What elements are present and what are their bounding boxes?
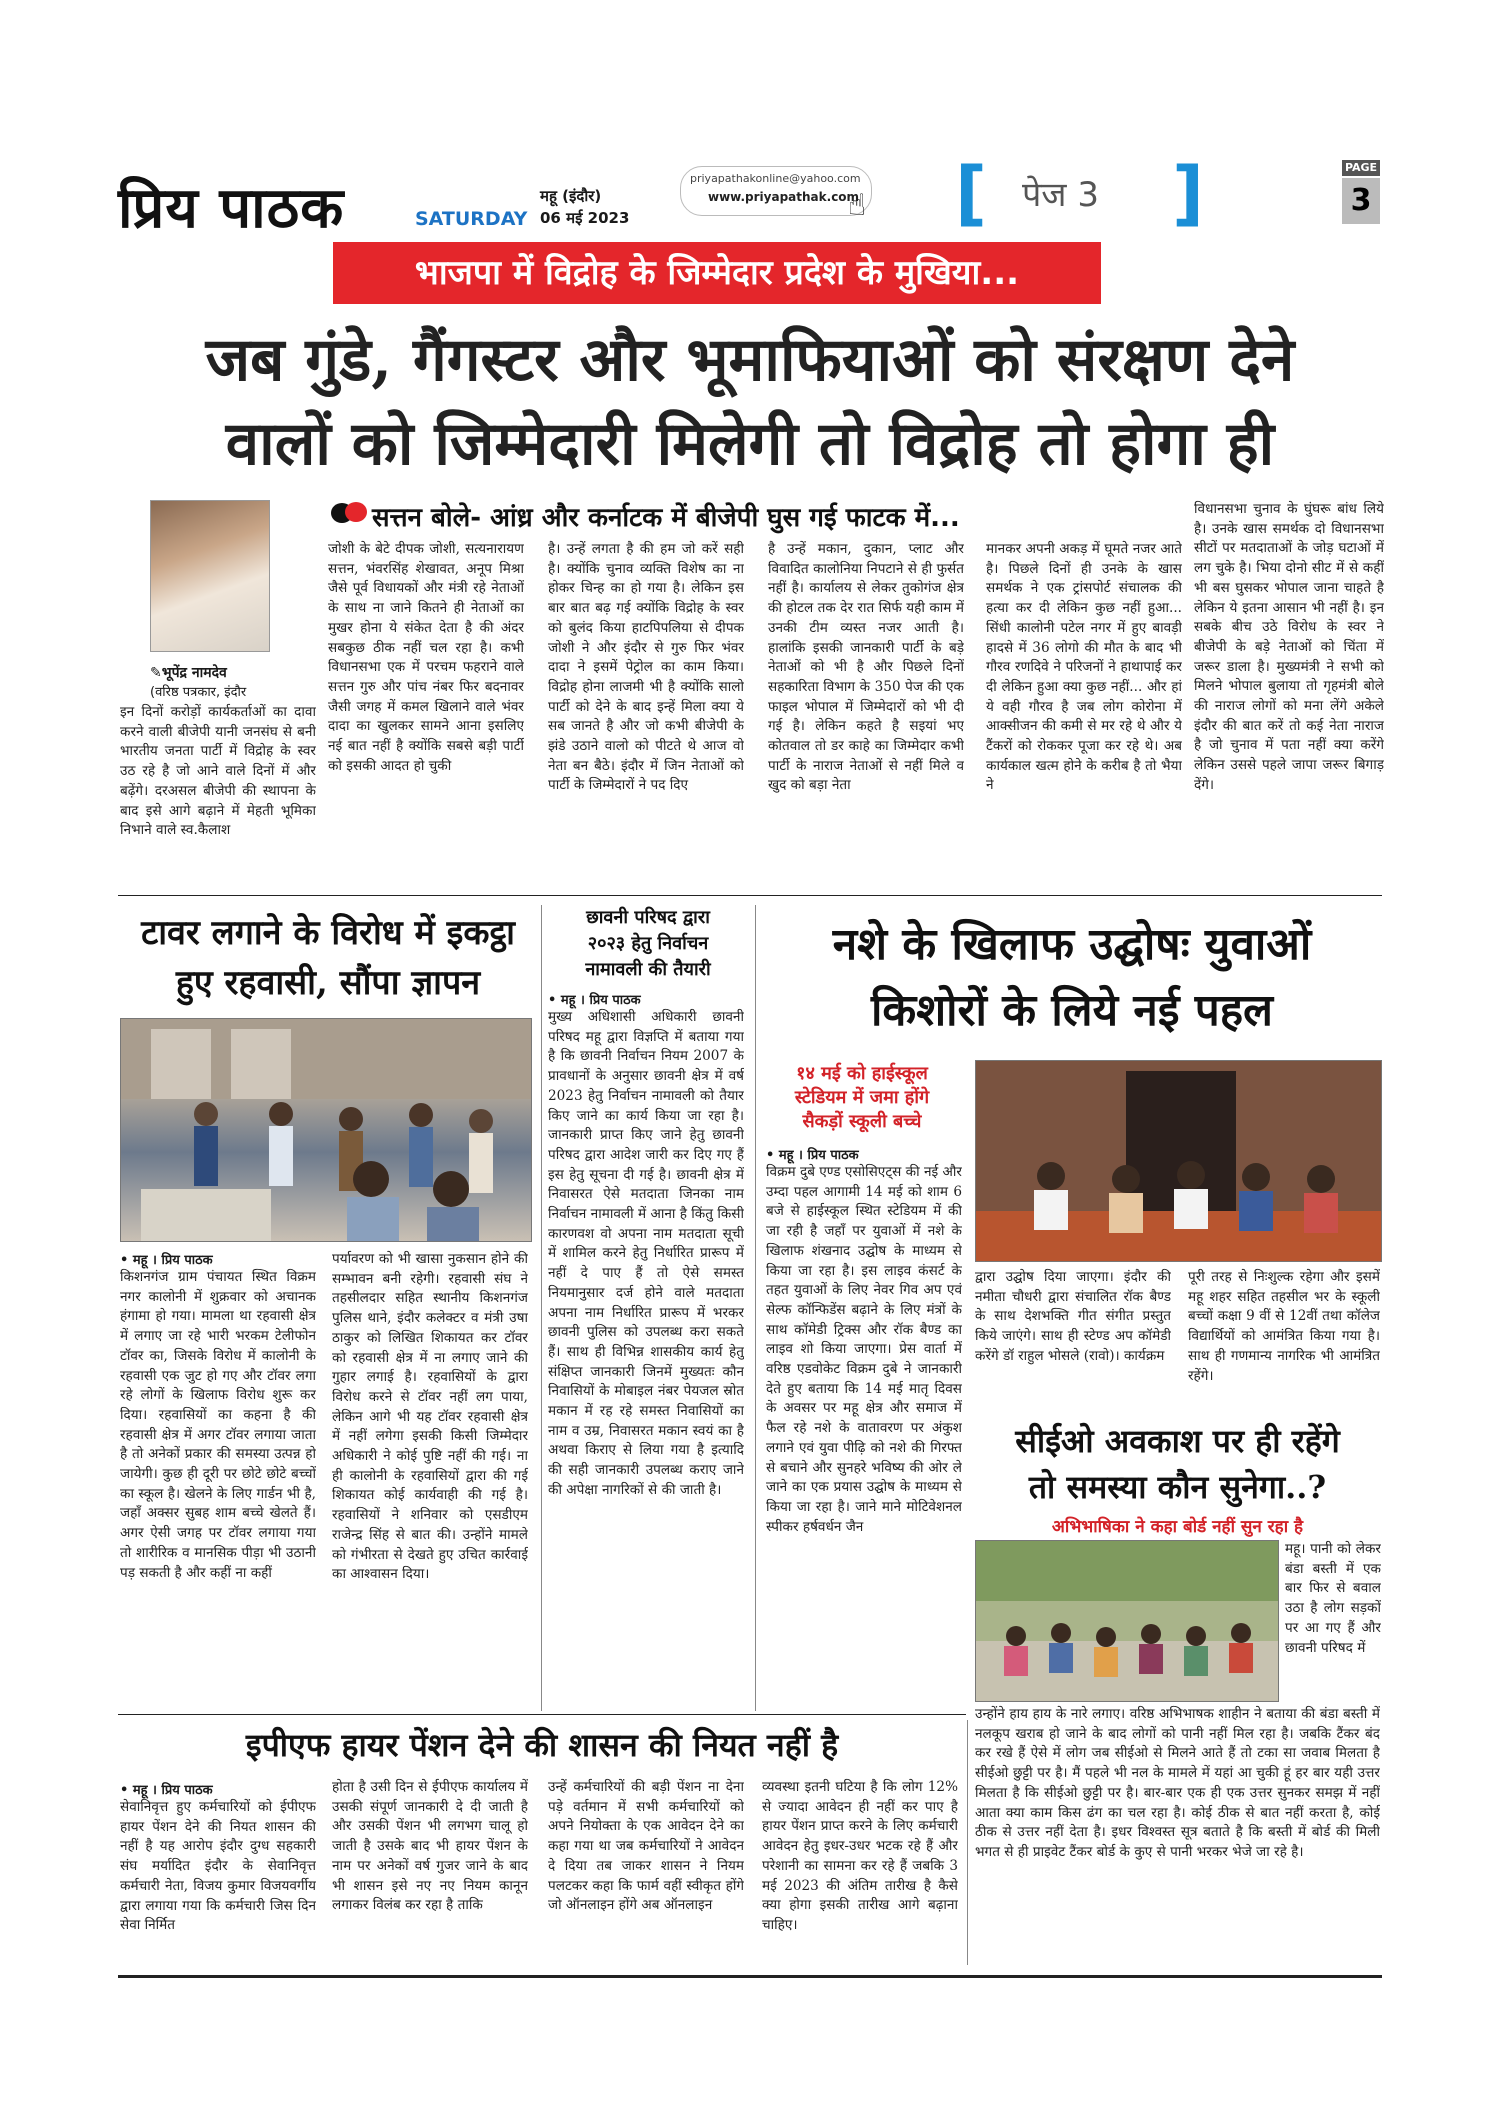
author-desc: (वरिष्ठ पत्रकार, इंदौर <box>150 685 247 700</box>
ceo-headline-line-1: सीईओ अवकाश पर ही रहेंगे <box>1015 1422 1340 1460</box>
main-headline-line-2: वालों को जिम्मेदारी मिलेगी तो विद्रोह तो होगा ही <box>225 409 1275 479</box>
lead-column-5: मानकर अपनी अकड़ में घूमते नजर आते है। पिछले दिनों ही उनके के खास समर्थक ने एक ट्रांसपोर्ट संचालक की हत्या कर दी लेकिन कुछ नहीं हुआ... सिंधी कालोनी पटेल नगर में हुए बावड़ी हादसे में 36 लोगो की मौत के बाद भी गौरव रणदिवे ने परिजनों ने हाथापाई कर दी लेकिन हुआ क्या कुछ नहीं... और हां ये वही गौरव है जब लोग कोरोना में आक्सीजन की कमी से मर रहे थे और ये टैंकरों को रोककर पूजा कर रहे थे। अब कार्यकाल खत्म होने के करीब है तो भैया ने <box>986 541 1182 794</box>
column-divider <box>755 905 756 1711</box>
day-label: SATURDAY <box>415 208 528 230</box>
drugs-photo <box>975 1060 1382 1262</box>
pointing-hand-icon: ☝ <box>848 188 867 223</box>
voter-text: मुख्य अधिशासी अधिकारी छावनी परिषद महू द्वारा विज्ञप्ति में बताया गया है कि छावनी निर्वाचन नियम 2007 के प्रावधानों के अनुसार छावनी क्षेत्र में वर्ष 2023 हेतु निर्वाचन नामावली को तैयार किए जाने का कार्य किया जा रहा है। जानकारी प्राप्त किए जाने हेतु छावनी परिषद द्वारा आदेश जारी कर दिए गए हैं इस हेतु सूचना दी गई है। छावनी क्षेत्र में निवासरत ऐसे मतदाता जिनका नाम निर्वाचन नामावली में आना है किंतु किसी कारणवश वो अपना नाम मतदाता सूची में शामिल करने हेतु निर्धारित प्रारूप में नहीं दे पाए हैं तो ऐसे समस्त नियमानुसार दर्ज होने वाले मतदाता अपना नाम निर्धारित प्रारूप में भरकर छावनी पुलिस को उपलब्ध करा सकते हैं। साथ ही विभिन्न शासकीय कार्य हेतु संक्षिप्त जानकारी जिनमें मुख्यतः कौन निवासियों के मोबाइल नंबर पेयजल स्रोत मकान में रह रहे समस्त निवासियों का नाम व उम्र, निवासरत मकान स्वयं का है अथवा किराए से लिया गया है इत्यादि की सही जानकारी उपलब्ध कराए जाने की अपेक्षा नागरिकों से की जाती है। <box>548 1009 744 1498</box>
speech-bubble-icon <box>330 500 360 528</box>
edition-place: महू (इंदौर) <box>540 187 602 205</box>
tower-photo <box>120 1018 532 1242</box>
kicker-banner: भाजपा में विद्रोह के जिम्मेदार प्रदेश के मुखिया... <box>333 242 1101 304</box>
drugs-subhead-line-2: स्टेडियम में जमा होंगे <box>794 1087 930 1108</box>
lead-column-6: विधानसभा चुनाव के घुंघरू बांध लिये है। उनके खास समर्थक दो विधानसभा सीटों पर मतदाताओं के जोड़ घटाओं में लग चुके है। भिया दोनो सीट में से कहीं भी बस घुसकर भोपाल जाना चाहते है लेकिन ये इतना आसान भी नहीं है। इन सबके बीच उठे विरोध के स्वर ने बीजेपी के बड़े नेताओं को चिंता में जरूर डाला है। मुख्यमंत्री ने सभी को मिलने भोपाल बुलाया तो गृहमंत्री बोले की नाराज लोगों को मना लेंगे अकेले इंदौर की बात करें तो कई नेता नाराज है जो चुनाव में पता नहीं क्या करेंगे लेकिन उससे पहले जापा जरूर बिगाड़ देंगे। <box>1194 501 1384 793</box>
epf-column-1: सेवानिवृत्त हुए कर्मचारियों को ईपीएफ हायर पेंशन देने की नियत शासन की नहीं है यह आरोप इंदौर दुग्ध सहकारी संघ मर्यादित इंदौर के सेवानिवृत्त कर्मचारी नेता, विजय कुमार विजयवर्गीय द्वारा लगाया गया कि कर्मचारी जिस दिन सेवा निर्मित <box>120 1799 316 1934</box>
page-number: 3 <box>1342 178 1380 224</box>
voter-byline: • महू । प्रिय पाठक <box>548 993 641 1008</box>
column-divider <box>541 905 542 1711</box>
ceo-headline <box>975 1418 1380 1510</box>
drugs-headline <box>762 912 1382 1044</box>
lead-subhead: सत्तन बोले- आंध्र और कर्नाटक में बीजेपी घुस गई फाटक में... <box>372 503 960 533</box>
footer-rule <box>118 1975 1382 1978</box>
lead-column-4: है उन्हें मकान, दुकान, प्लाट और विवादित कालोनिया निपटाने से ही फुर्सत नहीं है। कार्यालय से लेकर तुकोगंज क्षेत्र की होटल तक देर रात सिर्फ यही काम में उनकी टीम व्यस्त नजर आती है। हालांकि इसकी जानकारी पार्टी के बड़े नेताओं को भी है और पिछले दिनों सहकारिता विभाग के 350 पेज की एक फाइल भोपाल में जिम्मेदारों को भी दी गई है। लेकिन कहते है सइयां भए कोतवाल तो डर काहे का जिम्मेदार कभी पार्टी के नाराज नेताओं से नहीं मिले व खुद को बड़ा नेता <box>768 541 964 794</box>
tower-headline-line-2: हुए रहवासी, सौंपा ज्ञापन <box>175 963 481 1003</box>
tower-headline <box>118 908 538 1008</box>
lead-column-3: है। उन्हें लगता है की हम जो करें सही है। क्योंकि चुनाव व्यक्ति विशेष का ना होकर चिन्ह का हो गया है। लेकिन इस बार बात बढ़ गई क्योंकि विद्रोह के स्वर को बुलंद किया हाटपिपलिया से दीपक जोशी ने और इंदौर से गुरु फिर भंवर दादा ने इसमें पेट्रोल का काम किया। विद्रोह होना लाजमी भी है क्योंकि सालो पार्टी को देने के बाद इन्हें मिला क्या ये सब जानते है और जो कभी बीजेपी के झंडे उठाने वालो को पीटते थे आज वो नेता बन बैठे। इंदौर में जिन नेताओं को पार्टी के जिम्मेदारों ने पद दिए <box>548 541 744 794</box>
tower-headline-line-1: टावर लगाने के विरोध में इकट्ठा <box>141 913 515 953</box>
drugs-subhead <box>762 1062 962 1134</box>
epf-byline: • महू । प्रिय पाठक <box>120 1783 213 1798</box>
divider <box>118 1714 966 1715</box>
drugs-headline-line-1: नशे के खिलाफ उद्घोषः युवाओं <box>832 919 1312 970</box>
main-headline-line-1: जब गुंडे, गैंगस्टर और भूमाफियाओं को संरक्षण देने <box>205 325 1295 395</box>
tower-column-1: किशनगंज ग्राम पंचायत स्थित विक्रम नगर कालोनी में शुक्रवार को अचानक हंगामा हो गया। मामला था रहवासी क्षेत्र में लगाए जा रहे भारी भरकम टेलीफोन टॉवर का, जिसके विरोध में कालोनी के रहवासी एक जुट हो गए और टॉवर लगा रहे लोगों के खिलाफ विरोध शुरू कर दिया। रहवासियों का कहना है की रहवासी क्षेत्र में अगर टॉवर लगाया जाता है तो अनेकों प्रकार की समस्या उत्पन्न हो जायेगी। कुछ ही दूरी पर छोटे छोटे बच्चों का स्कूल है। खेलने के लिए गार्डन भी है, जहाँ अक्सर सुबह शाम बच्चे खेलते हैं। अगर ऐसी जगह पर टॉवर लगाया गया तो शारीरिक व मानसिक पीड़ा भी उठानी पड़ सकती है और कहीं ना कहीं <box>120 1269 316 1581</box>
epf-column-3: उन्हें कर्मचारियों की बड़ी पेंशन ना देना पड़े वर्तमान में सभी कर्मचारियों को अपने नियोक्ता के एक आवेदन देने का कहा गया था जब कर्मचारियों ने आवेदन दे दिया तब जाकर शासन ने नियम पलटकर कहा कि फार्म वहीं स्वीकृत होंगे जो ऑनलाइन होंगे अब ऑनलाइन <box>548 1779 744 1914</box>
epf-column-2: होता है उसी दिन से ईपीएफ कार्यालय में उसकी संपूर्ण जानकारी दे दी जाती है और उसकी पेंशन भी लगभग चालू हो जाती है उसके बाद भी हायर पेंशन के नाम पर अनेकों वर्ष गुजर जाने के बाद भी शासन इसे नए नए नियम कानून लगाकर विलंब कर रहा है ताकि <box>332 1779 528 1914</box>
page-label: PAGE <box>1342 160 1380 176</box>
ceo-headline-line-2: तो समस्या कौन सुनेगा..? <box>1028 1468 1327 1506</box>
tower-byline: • महू । प्रिय पाठक <box>120 1253 213 1268</box>
drugs-column-3: पूरी तरह से निःशुल्क रहेगा और इसमें महू शहर सहित तहसील भर के स्कूली बच्चों कक्षा 9 वीं से 12वीं तथा कॉलेज विद्यार्थियों को आमंत्रित किया गया है। साथ ही गणमान्य नागरिक भी आमंत्रित रहेंगे। <box>1188 1269 1380 1384</box>
tower-column-2: पर्यावरण को भी खासा नुकसान होने की सम्भावन बनी रहेगी। रहवासी संघ ने तहसीलदार सहित स्थानीय किशनगंज पुलिस थाने, इंदौर कलेक्टर व मंत्री उषा ठाकुर को लिखित शिकायत कर टॉवर को रहवासी क्षेत्र में ना लगाए जाने की गुहार लगाई है। रहवासियों के द्वारा विरोध करने से टॉवर नहीं लग पाया, लेकिन आगे भी यह टॉवर रहवासी क्षेत्र में नहीं लगेगा इसकी किसी जिम्मेदार अधिकारी ने कोई पुष्टि नहीं की गई। ना ही कालोनी के रहवासियों द्वारा की गई शिकायत कोई कार्यवाही की गई है। रहवासियों ने शनिवार को एसडीएम राजेन्द्र सिंह से बात की। उन्होंने मामले को गंभीरता से देखते हुए उचित कार्रवाई का आश्वासन दिया। <box>332 1251 528 1583</box>
left-bracket-icon: [ <box>955 152 987 234</box>
voter-headline-line-1: छावनी परिषद द्वारा <box>586 907 710 928</box>
voter-headline-line-3: नामावली की तैयारी <box>585 959 711 980</box>
lead-column-2: जोशी के बेटे दीपक जोशी, सत्यनारायण सत्तन, भंवरसिंह शेखावत, अनूप मिश्रा जैसे पूर्व विधायकों और मंत्री रहे नेताओं के साथ ना जाने कितने ही नेताओं का मुखर होना ये संकेत देता है की अंदर सबकुछ ठीक नहीं चल रहा है। कभी विधानसभा एक में परचम फहराने वाले सत्तन गुरु और पांच नंबर फिर बदनावर जैसी जगह में कमल खिलाने वाले भंवर दादा का खुलकर सामने आना इसलिए नई बात नहीं है क्योंकि सबसे बड़ी पार्टी को इसकी आदत हो चुकी <box>328 541 524 774</box>
drugs-subhead-line-3: सैकड़ों स्कूली बच्चे <box>802 1111 922 1132</box>
page-indicator: पेज 3 <box>1022 175 1099 215</box>
drugs-column-1: विक्रम दुबे एण्ड एसोसिएट्स की नई और उम्दा पहल आगामी 14 मई को शाम 6 बजे से हाईस्कूल स्थित स्टेडियम में की जा रही है जहाँ पर युवाओं में नशे के खिलाफ शंखनाद उद्घोष के माध्यम से किया जा रहा है। इस लाइव कंसर्ट के तहत युवाओं के लिए नेवर गिव अप एवं सेल्फ कॉन्फिडेंस बढ़ाने के लिए मंत्रों के साथ कॉमेडी ट्रिक्स और रॉक बैण्ड का लाइव शो किया जाएगा। प्रेस वार्ता में वरिष्ठ एडवोकेट विक्रम दुबे ने जानकारी देते हुए बताया कि 14 मई मातृ दिवस के अवसर पर महू क्षेत्र और समाज में फैल रहे नशे के वातावरण पर अंकुश लगाने एवं युवा पीढ़ि को नशे की गिरफ्त से बचाने और सुनहरे भविष्य की ओर ले जाने का एक प्रयास उद्घोष के माध्यम से किया जा रहा है। जाने माने मोटिवेशनल स्पीकर हर्षवर्धन जैन <box>766 1164 962 1535</box>
drugs-subhead-line-1: १४ मई को हाईस्कूल <box>796 1063 928 1084</box>
author-name: ✎भूपेंद्र नामदेव <box>150 665 227 681</box>
author-photo <box>150 500 270 652</box>
ceo-side-text: महू। पानी को लेकर बंडा बस्ती में एक बार फिर से बवाल उठा है लोग सड़कों पर आ गए हैं और छावनी परिषद में <box>1285 1541 1381 1656</box>
ceo-text: उन्होंने हाय हाय के नारे लगाए। वरिष्ठ अभिभाषक शाहीन ने बताया की बंडा बस्ती में नलकूप खराब हो जाने के बाद लोगों को पानी नहीं मिल रहा है। जबकि टैंकर बंद कर रखे हैं ऐसे में लोग जब सीईओ से मिलने आते हैं तो टका सा जवाब मिलता है सीईओ छुट्टी पर है। मैं पहले भी नल के मामले में यहां आ चुकी हूं हर बार यही उत्तर मिलता है कि सीईओ छुट्टी पर है। बार-बार एक ही एक उत्तर सुनकर समझ में नहीं आता क्या काम किस ढंग का चल रहा है। कोई ठीक से बात नहीं करता है, कोई ठीक से उत्तर नहीं देता है। इधर विश्वस्त सूत्र बताते है कि बस्ती में बोर्ड की मिली भगत से ही प्राइवेट टैंकर बोर्ड के कुए से पानी भरकर भेजे जा रहे है। <box>975 1706 1380 1860</box>
voter-headline-line-2: २०२३ हेतु निर्वाचन <box>587 933 709 954</box>
contact-email[interactable]: priyapathakonline@yahoo.com <box>690 172 861 185</box>
edition-date: 06 मई 2023 <box>540 209 630 227</box>
ceo-photo <box>975 1540 1279 1702</box>
drugs-column-2: द्वारा उद्घोष दिया जाएगा। इंदौर की नमीता चौधरी द्वारा संचालित रॉक बैण्ड के साथ देशभक्ति गीत संगीत प्रस्तुत किये जाएंगे। साथ ही स्टेण्ड अप कॉमेडी करेंगे डॉ राहुल भोसले (रावो)। कार्यक्रम <box>975 1269 1171 1364</box>
main-headline <box>118 318 1382 486</box>
contact-website[interactable]: www.priyapathak.com <box>708 190 860 204</box>
voter-headline <box>548 905 748 983</box>
newspaper-logo: प्रिय पाठक <box>118 175 345 241</box>
drugs-byline: • महू । प्रिय पाठक <box>766 1148 859 1163</box>
drugs-headline-line-2: किशोरों के लिये नई पहल <box>871 985 1273 1036</box>
epf-headline: इपीएफ हायर पेंशन देने की शासन की नियत नहीं है <box>245 1726 839 1764</box>
column-divider <box>967 1720 968 1965</box>
divider <box>118 895 1382 896</box>
ceo-subhead: अभिभाषिका ने कहा बोर्ड नहीं सुन रहा है <box>1051 1517 1304 1537</box>
lead-column-1: इन दिनों करोड़ों कार्यकर्ताओं का दावा करने वाली बीजेपी यानी जनसंघ से बनी भारतीय जनता पार्टी में विद्रोह के स्वर उठ रहे है जो आने वाले दिनों में और बढ़ेंगे। दरअसल बीजेपी की स्थापना के बाद इसे आगे बढ़ाने में मेहती भूमिका निभाने वाले स्व.कैलाश <box>120 704 316 839</box>
epf-column-4: व्यवस्था इतनी घटिया है कि लोग 12% से ज्यादा आवेदन ही नहीं कर पाए है हायर पेंशन प्राप्त करने के लिए कर्मचारी आवेदन हेतु इधर-उधर भटक रहे हैं और परेशानी का सामना कर रहे हैं जबकि 3 मई 2023 की अंतिम तारीख है कैसे क्या होगा इसकी तारीख आगे बढ़ाना चाहिए। <box>762 1779 958 1933</box>
right-bracket-icon: ] <box>1172 152 1204 234</box>
